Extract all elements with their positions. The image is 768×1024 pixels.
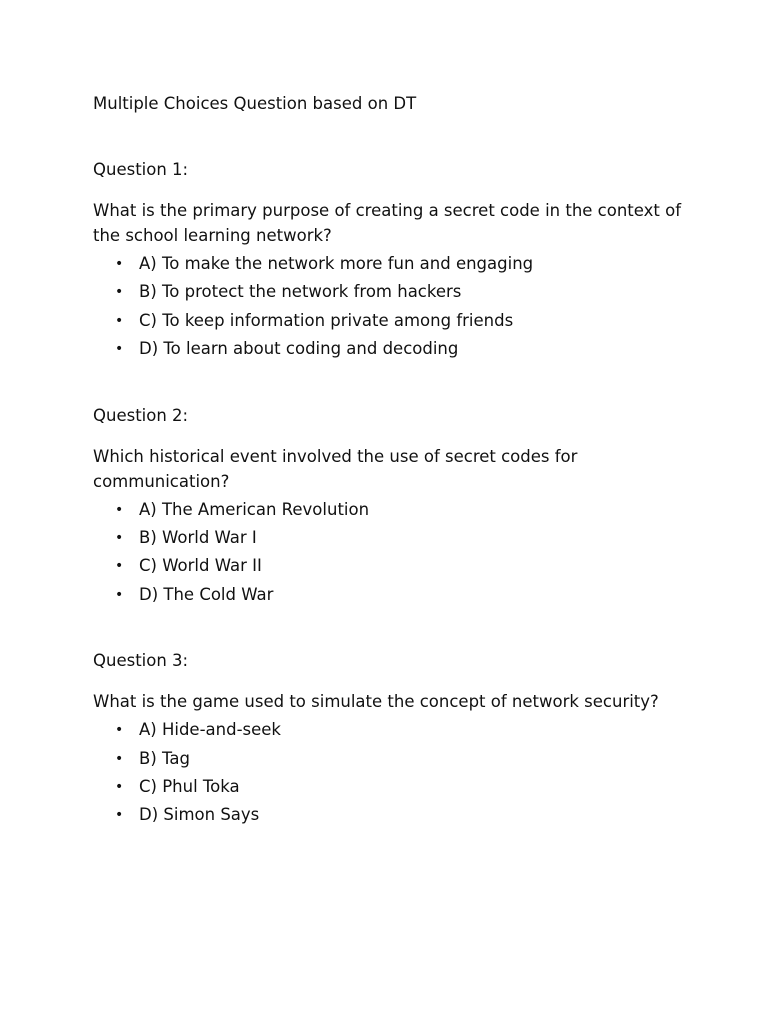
option-item <box>93 307 683 335</box>
option-list <box>93 250 683 364</box>
bullet-icon: • <box>115 530 124 547</box>
option-item <box>93 716 683 744</box>
option-text: D) To learn about coding and decoding <box>139 339 459 359</box>
bullet-icon: • <box>115 341 124 358</box>
question-2 <box>93 404 683 610</box>
option-item <box>93 745 683 773</box>
document-title: Multiple Choices Question based on DT <box>93 94 417 113</box>
bullet-icon: • <box>115 501 124 518</box>
option-text: B) World War I <box>139 528 257 548</box>
option-text: B) Tag <box>139 748 190 768</box>
option-item <box>93 552 683 580</box>
document-body <box>93 92 683 830</box>
question-1 <box>93 158 683 364</box>
question-label: Question 2: <box>93 405 189 425</box>
question-label: Question 3: <box>93 651 189 671</box>
option-text: B) To protect the network from hackers <box>139 282 462 302</box>
option-text: C) World War II <box>139 556 262 576</box>
option-text: D) Simon Says <box>139 805 260 825</box>
option-item <box>93 335 683 363</box>
option-list <box>93 716 683 830</box>
bullet-icon: • <box>115 558 124 575</box>
bullet-icon: • <box>115 586 124 603</box>
option-text: C) Phul Toka <box>139 777 240 797</box>
option-item <box>93 801 683 829</box>
question-text: Which historical event involved the use of secret codes for communication? <box>93 446 578 491</box>
question-text: What is the primary purpose of creating a secret code in the context of the school learning network? <box>93 201 682 245</box>
option-list <box>93 496 683 610</box>
bullet-icon: • <box>115 256 124 272</box>
question-text: What is the game used to simulate the concept of network security? <box>93 692 659 712</box>
bullet-icon: • <box>115 722 124 739</box>
question-label: Question 1: <box>93 160 189 179</box>
option-text: A) Hide-and-seek <box>139 720 281 740</box>
option-item <box>93 278 683 306</box>
option-item <box>93 496 683 524</box>
bullet-icon: • <box>115 779 124 796</box>
bullet-icon: • <box>115 807 124 824</box>
option-item <box>93 250 683 278</box>
option-item <box>93 524 683 552</box>
option-text: A) The American Revolution <box>139 499 370 519</box>
option-item <box>93 581 683 609</box>
option-text: D) The Cold War <box>139 584 274 604</box>
question-3 <box>93 649 683 830</box>
option-text: C) To keep information private among friends <box>139 310 514 330</box>
option-text: A) To make the network more fun and engaging <box>139 254 534 273</box>
bullet-icon: • <box>115 750 124 767</box>
bullet-icon: • <box>115 312 124 329</box>
bullet-icon: • <box>115 284 124 301</box>
option-item <box>93 773 683 801</box>
